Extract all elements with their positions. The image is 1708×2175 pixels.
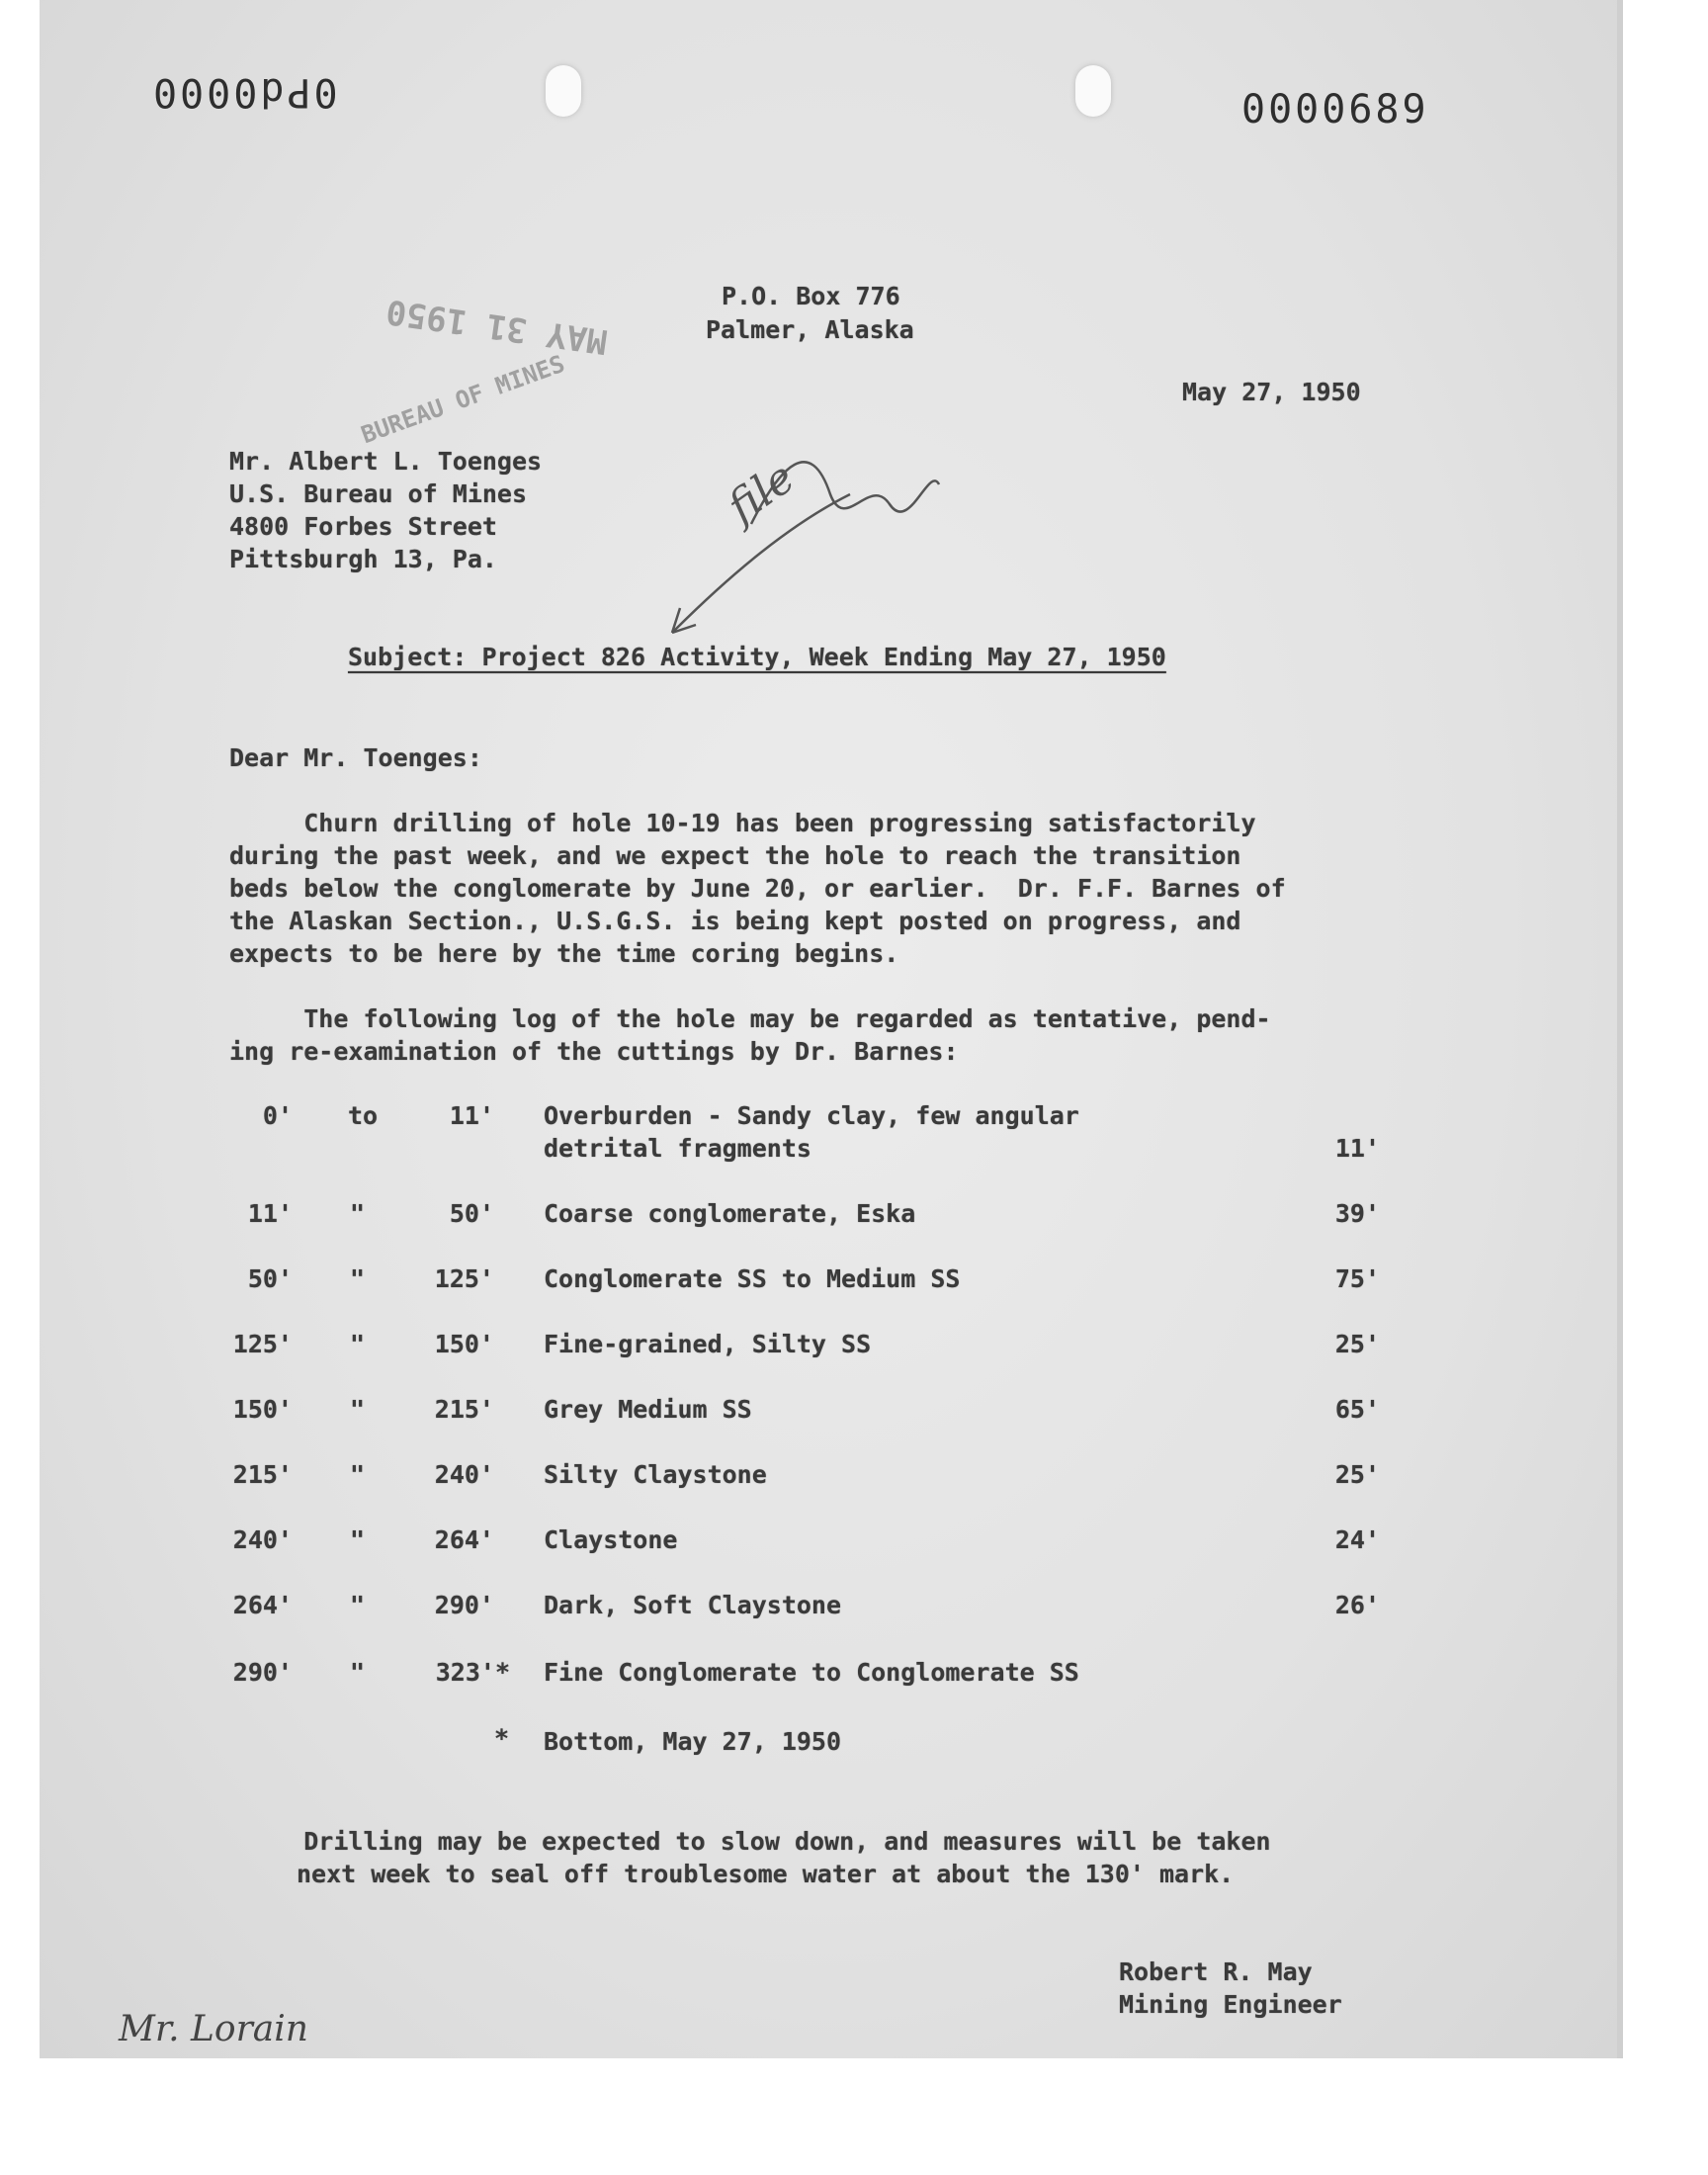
- log-to-depth: 323'*: [435, 1658, 510, 1687]
- log-from-depth: 290': [232, 1658, 293, 1687]
- log-separator: ": [350, 1330, 366, 1358]
- punch-hole: [1075, 65, 1111, 117]
- log-to-depth: 215': [434, 1395, 494, 1424]
- log-separator: to: [348, 1101, 379, 1130]
- footnote-mark: *: [494, 1724, 510, 1753]
- log-separator: ": [350, 1658, 366, 1687]
- log-to-depth: 11': [449, 1101, 494, 1130]
- log-from-depth: 0': [262, 1101, 293, 1130]
- log-from-depth: 50': [247, 1264, 293, 1293]
- log-description: Conglomerate SS to Medium SS: [544, 1264, 961, 1293]
- log-from-depth: 215': [232, 1460, 293, 1489]
- paragraph-2-line-1: The following log of the hole may be regarded as tentative, pend-: [229, 1004, 1271, 1033]
- paragraph-1-line-4: the Alaskan Section., U.S.G.S. is being kept posted on progress, and: [229, 907, 1241, 935]
- log-description: Claystone: [544, 1525, 678, 1554]
- paragraph-1-line-2: during the past week, and we expect the hole to reach the transition: [229, 841, 1241, 870]
- recipient-line-4: Pittsburgh 13, Pa.: [229, 545, 497, 573]
- log-separator: ": [350, 1460, 366, 1489]
- log-description: Overburden - Sandy clay, few angular: [544, 1101, 1079, 1130]
- sender-address-line-1: P.O. Box 776: [722, 282, 900, 310]
- paragraph-1-line-5: expects to be here by the time coring begins.: [229, 939, 899, 968]
- letter-date: May 27, 1950: [1182, 378, 1361, 406]
- log-thickness: 75': [1334, 1264, 1380, 1293]
- paragraph-1-line-1: Churn drilling of hole 10-19 has been progressing satisfactorily: [229, 809, 1256, 837]
- sender-address-line-2: Palmer, Alaska: [706, 315, 914, 344]
- log-from-depth: 125': [232, 1330, 293, 1358]
- log-description-cont: detrital fragments: [544, 1134, 811, 1163]
- log-description: Silty Claystone: [544, 1460, 767, 1489]
- letter-subject: Subject: Project 826 Activity, Week Ending May 27, 1950: [348, 643, 1166, 671]
- received-stamp-org: BUREAU OF MINES: [357, 349, 569, 450]
- log-to-depth: 125': [434, 1264, 494, 1293]
- paragraph-2-line-2: ing re-examination of the cuttings by Dr. Barnes:: [229, 1037, 959, 1066]
- log-thickness: 25': [1334, 1330, 1380, 1358]
- signature-title: Mining Engineer: [1119, 1990, 1342, 2019]
- log-from-depth: 11': [247, 1199, 293, 1228]
- document-id-right: 0000689: [1241, 87, 1429, 132]
- log-separator: ": [350, 1395, 366, 1424]
- log-to-depth: 240': [434, 1460, 494, 1489]
- log-separator: ": [350, 1525, 366, 1554]
- margin-handwritten-note: Mr. Lorain: [119, 2009, 308, 2049]
- log-to-depth: 290': [434, 1591, 494, 1619]
- log-separator: ": [350, 1264, 366, 1293]
- log-description: Fine Conglomerate to Conglomerate SS: [544, 1658, 1079, 1687]
- signature-name: Robert R. May: [1119, 1958, 1313, 1986]
- footnote-text: Bottom, May 27, 1950: [544, 1727, 842, 1756]
- log-from-depth: 150': [232, 1395, 293, 1424]
- log-description: Fine-grained, Silty SS: [544, 1330, 872, 1358]
- log-thickness: 26': [1334, 1591, 1380, 1619]
- received-stamp-date: MAY 31 1950: [384, 291, 610, 362]
- paragraph-3-line-1: Drilling may be expected to slow down, and measures will be taken: [229, 1827, 1271, 1856]
- log-description: Dark, Soft Claystone: [544, 1591, 842, 1619]
- log-separator: ": [350, 1199, 366, 1228]
- paragraph-3-line-2: next week to seal off troublesome water at about the 130' mark.: [297, 1860, 1235, 1888]
- log-separator: ": [350, 1591, 366, 1619]
- log-thickness: 39': [1334, 1199, 1380, 1228]
- log-description: Grey Medium SS: [544, 1395, 752, 1424]
- log-to-depth: 264': [434, 1525, 494, 1554]
- log-thickness: 11': [1334, 1134, 1380, 1163]
- document-id-left: 0Pd0000: [150, 69, 338, 115]
- punch-hole: [546, 65, 581, 117]
- handwritten-annotation: [633, 405, 959, 662]
- log-description: Coarse conglomerate, Eska: [544, 1199, 916, 1228]
- log-from-depth: 264': [232, 1591, 293, 1619]
- log-from-depth: 240': [232, 1525, 293, 1554]
- log-to-depth: 150': [434, 1330, 494, 1358]
- log-to-depth: 50': [449, 1199, 494, 1228]
- log-thickness: 65': [1334, 1395, 1380, 1424]
- recipient-line-2: U.S. Bureau of Mines: [229, 479, 528, 508]
- log-thickness: 25': [1334, 1460, 1380, 1489]
- recipient-line-3: 4800 Forbes Street: [229, 512, 497, 541]
- page-edge: [1617, 0, 1623, 2058]
- salutation: Dear Mr. Toenges:: [229, 743, 482, 772]
- paragraph-1-line-3: beds below the conglomerate by June 20, or earlier. Dr. F.F. Barnes of: [229, 874, 1286, 903]
- handwritten-file-note: file: [719, 452, 805, 534]
- recipient-line-1: Mr. Albert L. Toenges: [229, 447, 543, 476]
- log-thickness: 24': [1334, 1525, 1380, 1554]
